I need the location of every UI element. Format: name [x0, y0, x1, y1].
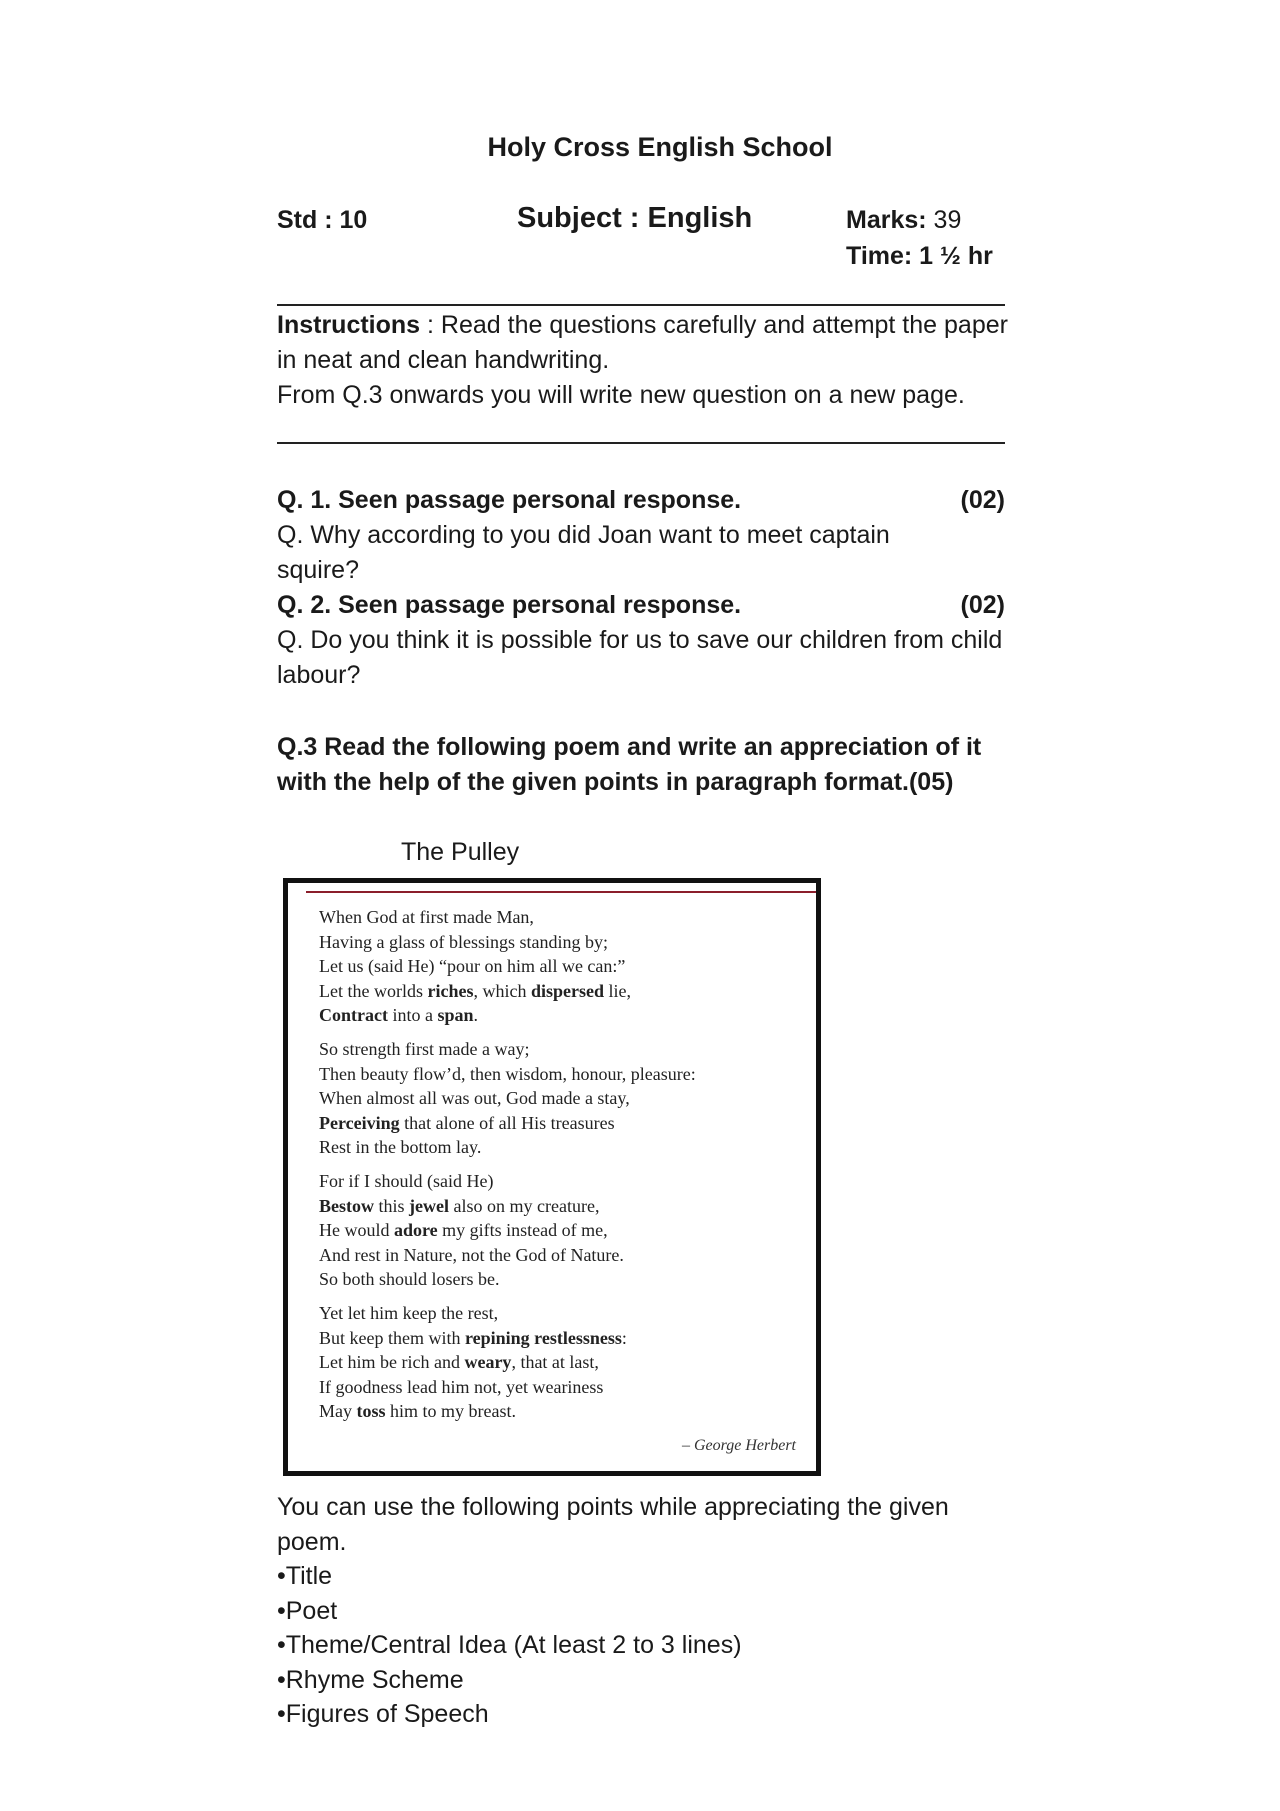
poem-stanza	[319, 1037, 696, 1160]
time-label: Time: 1 ½ hr	[846, 242, 993, 270]
question-2-title: Q. 2. Seen passage personal response.	[277, 591, 742, 619]
poem-line: When God at first made Man,	[319, 907, 534, 927]
instructions-label: Instructions	[277, 311, 421, 339]
poem-line: Having a glass of blessings standing by;	[319, 931, 608, 952]
poem-line: Then beauty flow’d, then wisdom, honour, pleasure:	[319, 1063, 696, 1084]
divider-top	[277, 304, 1005, 306]
point-item: •Poet	[277, 1596, 338, 1625]
point-item: •Rhyme Scheme	[277, 1665, 464, 1694]
poem-line: But keep them with repining restlessness:	[319, 1327, 627, 1348]
poem-box	[283, 878, 821, 1476]
poem-line: So strength first made a way;	[319, 1038, 530, 1059]
instructions	[277, 308, 1017, 413]
poem-line: If goodness lead him not, yet weariness	[319, 1376, 604, 1397]
poem-line: Bestow this jewel also on my creature,	[319, 1195, 600, 1216]
divider-bottom	[277, 442, 1005, 444]
point-item: •Title	[277, 1562, 333, 1590]
poem-stanza	[319, 1169, 696, 1292]
subject-label: Subject : English	[517, 202, 753, 234]
poem-author: – George Herbert	[681, 1437, 796, 1454]
poem-line: Let him be rich and weary, that at last,	[319, 1352, 599, 1373]
instructions-body: Read the questions carefully and attempt the paper in neat and clean handwriting.	[277, 311, 1008, 374]
poem-text	[319, 905, 696, 1433]
poem-line: May toss him to my breast.	[319, 1401, 516, 1422]
appreciation-points	[277, 1490, 1017, 1732]
question-2-marks: (02)	[960, 591, 1005, 619]
question-2-heading	[277, 588, 1005, 623]
standard-label: Std : 10	[277, 206, 368, 234]
poem-line: Perceiving that alone of all His treasures	[319, 1112, 615, 1133]
poem-line: Yet let him keep the rest,	[319, 1302, 499, 1323]
instructions-text	[277, 308, 1017, 378]
poem-line: Rest in the bottom lay.	[319, 1137, 482, 1158]
instructions-separator: :	[420, 311, 441, 339]
question-1-marks: (02)	[960, 486, 1005, 514]
marks-caption: Marks:	[846, 206, 927, 234]
question-1-title: Q. 1. Seen passage personal response.	[277, 486, 742, 514]
poem-line: And rest in Nature, not the God of Nature.	[319, 1244, 624, 1265]
poem-accent-line	[306, 891, 816, 893]
points-intro: You can use the following points while appreciating the given poem.	[277, 1493, 949, 1556]
point-item: •Theme/Central Idea (At least 2 to 3 lines)	[277, 1631, 742, 1659]
poem-line: Contract into a span.	[319, 1005, 479, 1026]
poem-line: Let the worlds riches, which dispersed lie,	[319, 980, 631, 1001]
poem-stanza	[319, 1301, 696, 1424]
poem-line: When almost all was out, God made a stay,	[319, 1088, 630, 1109]
question-3-heading: Q.3 Read the following poem and write an appreciation of it with the help of the given points in paragraph format.(05)	[277, 733, 982, 796]
poem-stanza	[319, 905, 696, 1028]
poem-line: Let us (said He) “pour on him all we can:”	[319, 956, 626, 977]
question-2-prompt: Q. Do you think it is possible for us to save our children from child labour?	[277, 626, 1003, 689]
poem-line: For if I should (said He)	[319, 1170, 494, 1191]
question-1-prompt: Q. Why according to you did Joan want to meet captain squire?	[277, 521, 890, 584]
poem-line: He would adore my gifts instead of me,	[319, 1220, 608, 1241]
point-item: •Figures of Speech	[277, 1700, 489, 1728]
poem-title: The Pulley	[401, 838, 520, 866]
marks-value: 39	[933, 206, 962, 234]
poem-line: So both should losers be.	[319, 1269, 500, 1290]
instructions-note: From Q.3 onwards you will write new question on a new page.	[277, 381, 965, 409]
marks-label	[846, 206, 961, 235]
question-1-heading	[277, 483, 1005, 518]
school-name: Holy Cross English School	[487, 132, 833, 162]
questions-block	[277, 483, 1017, 693]
